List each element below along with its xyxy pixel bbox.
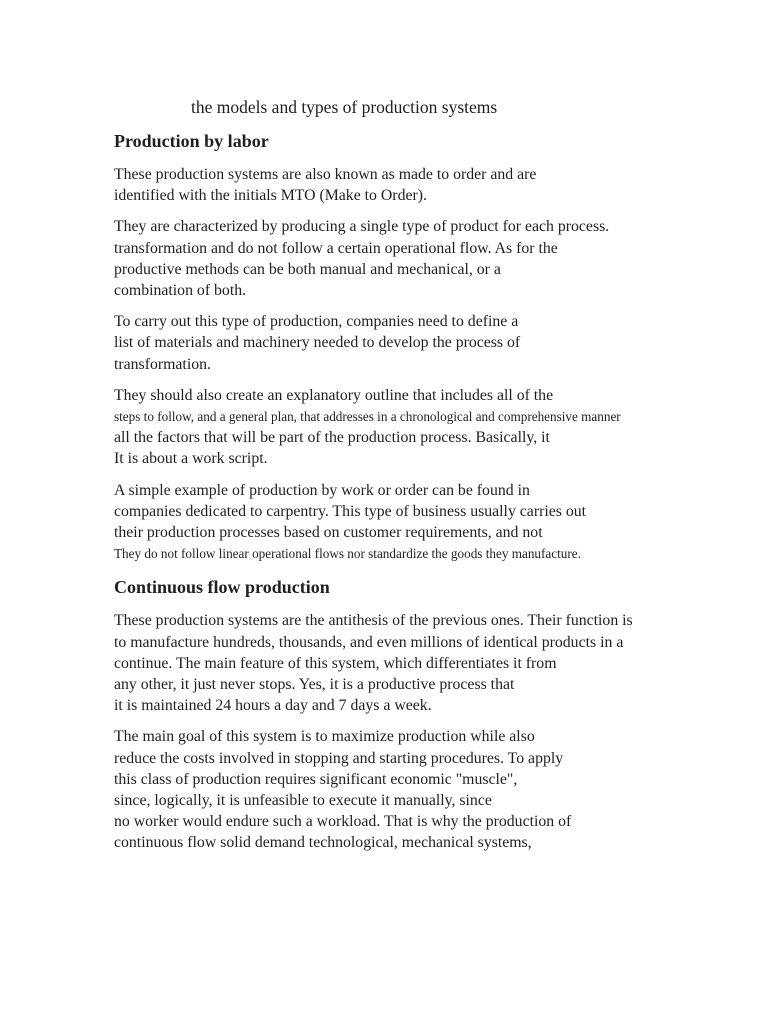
text-line: They do not follow linear operational flows nor standardize the goods they manufacture. <box>114 546 581 562</box>
paragraph <box>114 311 674 375</box>
text-line: continue. The main feature of this system, which differentiates it from <box>114 654 557 672</box>
paragraph <box>114 164 674 206</box>
text-line: all the factors that will be part of the production process. Basically, it <box>114 429 550 447</box>
document-title: the models and types of production systems <box>191 97 498 117</box>
text-line: These production systems are also known as made to order and are <box>114 166 537 183</box>
text-line: their production processes based on customer requirements, and not <box>114 524 543 542</box>
text-line: They should also create an explanatory outline that includes all of the <box>114 386 554 404</box>
paragraph <box>114 216 674 301</box>
text-line: reduce the costs involved in stopping and starting procedures. To apply <box>114 749 564 767</box>
paragraph <box>114 480 674 565</box>
paragraph <box>114 385 674 470</box>
text-line: transformation and do not follow a certain operational flow. As for the <box>114 239 558 257</box>
text-line: this class of production requires significant economic "muscle", <box>114 770 518 788</box>
text-line: no worker would endure such a workload. That is why the production of <box>114 813 572 831</box>
paragraph <box>114 610 674 716</box>
text-line: any other, it just never stops. Yes, it is a productive process that <box>114 676 515 694</box>
text-line: to manufacture hundreds, thousands, and even millions of identical products in a <box>114 633 624 651</box>
section-heading: Production by labor <box>114 131 269 151</box>
section-production-by-labor <box>114 128 674 564</box>
text-line: They are characterized by producing a single type of product for each process. <box>114 218 610 236</box>
text-line: To carry out this type of production, companies need to define a <box>114 313 519 331</box>
text-line: since, logically, it is unfeasible to execute it manually, since <box>114 792 492 810</box>
text-line: transformation. <box>114 355 211 373</box>
section-continuous-flow-production <box>114 574 674 853</box>
text-line: These production systems are the antithesis of the previous ones. Their function is <box>114 612 633 630</box>
text-line: identified with the initials MTO (Make to Order). <box>114 187 427 205</box>
text-line: steps to follow, and a general plan, that addresses in a chronological and comprehensive manner <box>114 409 621 425</box>
text-line: combination of both. <box>114 282 247 300</box>
text-line: it is maintained 24 hours a day and 7 days a week. <box>114 697 432 715</box>
document-page <box>114 96 674 864</box>
text-line: It is about a work script. <box>114 450 268 468</box>
text-line: list of materials and machinery needed to develop the process of <box>114 334 521 352</box>
section-heading: Continuous flow production <box>114 577 330 598</box>
text-line: The main goal of this system is to maximize production while also <box>114 728 535 746</box>
text-line: companies dedicated to carpentry. This type of business usually carries out <box>114 502 587 520</box>
text-line: A simple example of production by work or order can be found in <box>114 481 530 499</box>
text-line: continuous flow solid demand technological, mechanical systems, <box>114 834 532 852</box>
text-line: productive methods can be both manual and mechanical, or a <box>114 260 501 278</box>
paragraph <box>114 726 674 853</box>
